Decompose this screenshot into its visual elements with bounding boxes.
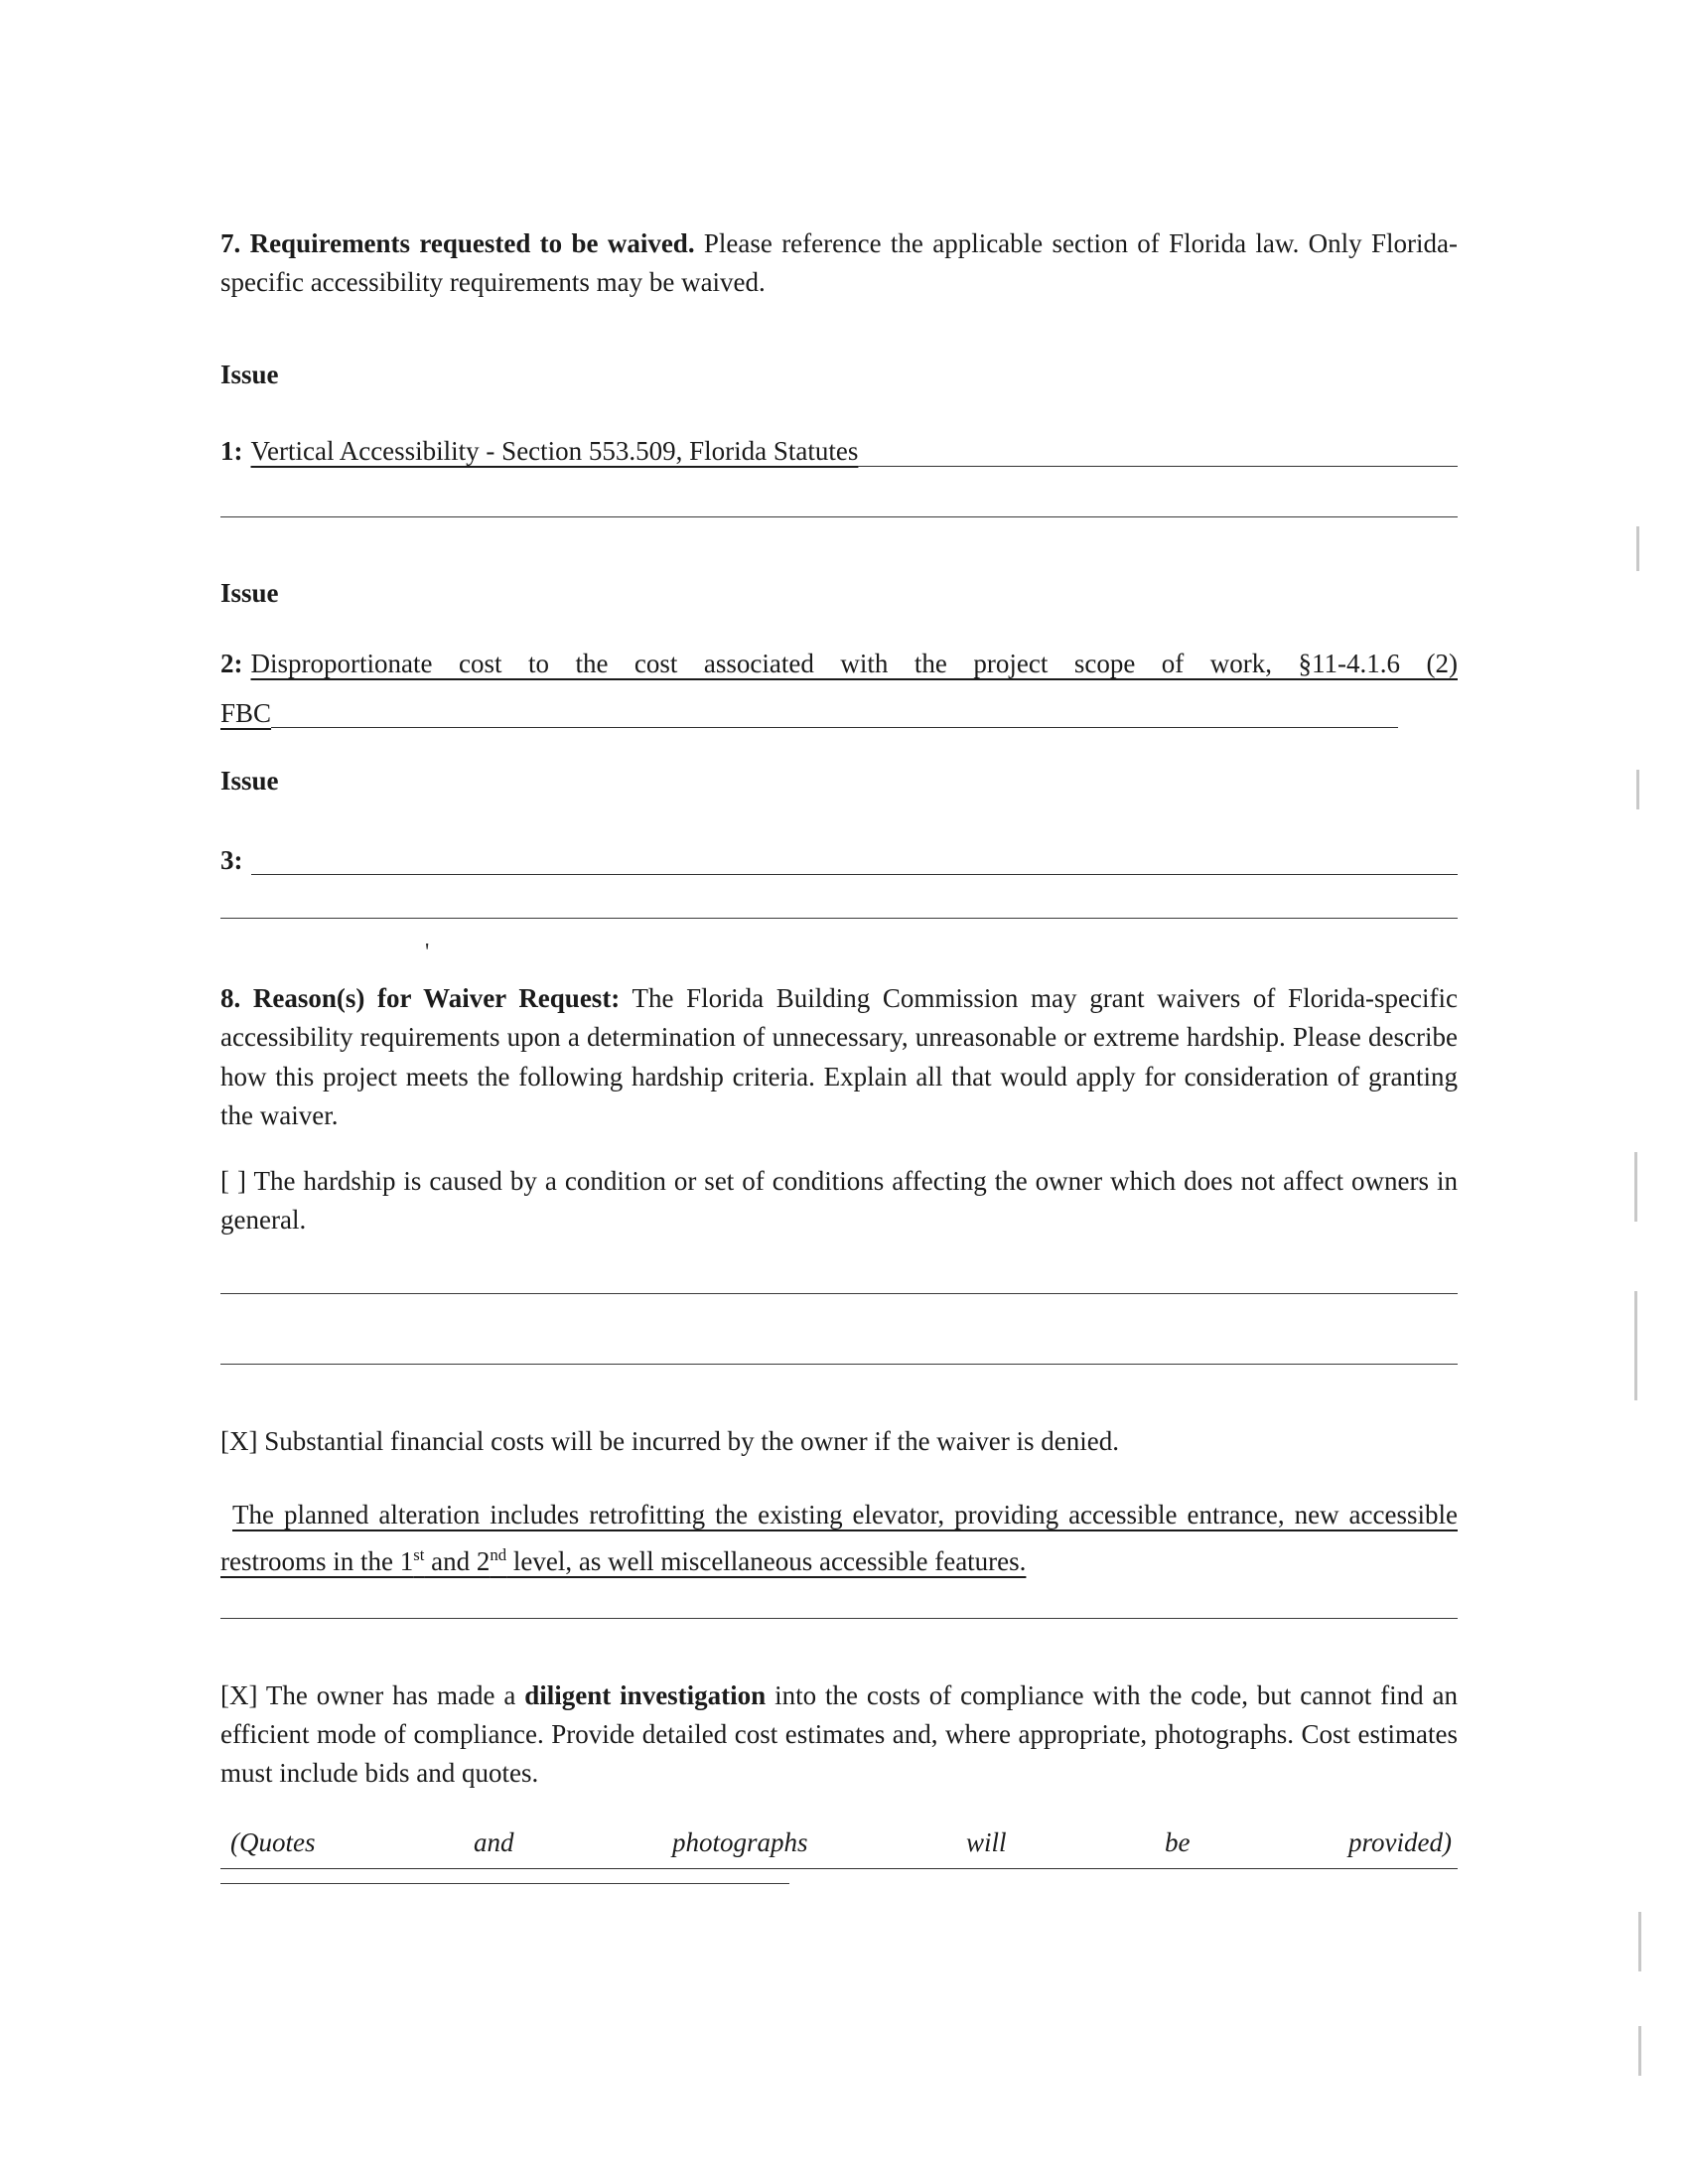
quotes-word-1: (Quotes	[230, 1826, 316, 1857]
scan-artifact-4	[1634, 1291, 1637, 1400]
issue2-line2	[220, 694, 1398, 733]
quotes-line	[220, 1823, 1458, 1869]
issue-heading-3: Issue	[220, 765, 279, 796]
issue1-blank-rule	[858, 466, 1458, 467]
section7-paragraph	[220, 224, 1458, 302]
section8-body: The Florida Building Commission may grant waivers of Florida-specific accessibility requirements upon a determination of unnecessary, unreasonable or extreme hardship. Please describe how this project meets the following hardship criteria. Explain all that would apply for consideration of granting the waiver.	[220, 983, 1458, 1130]
issue2-value-line1: Disproportionate cost to the cost associated with the project scope of work, §11-4.1.6 (2)	[250, 648, 1458, 678]
scan-artifact-3	[1634, 1152, 1637, 1222]
blank-line-3	[220, 1293, 1458, 1294]
hardship3-text-part2: into the costs of compliance with the code, but cannot find an efficient mode of compliance. Provide detailed cost estimates and, where appropriate, photographs. Cost estimates must include bids and quotes.	[220, 1680, 1458, 1789]
issue2-value-line2: FBC	[220, 697, 272, 728]
hardship2-answer-sup1: st	[413, 1544, 425, 1564]
hardship2-text: Substantial financial costs will be incurred by the owner if the waiver is denied.	[257, 1426, 1119, 1457]
blank-line-4	[220, 1364, 1458, 1365]
quotes-word-3: photographs	[671, 1826, 808, 1857]
issue3-line	[220, 841, 1458, 880]
issue-heading-1: Issue	[220, 360, 279, 390]
hardship2-paragraph	[220, 1422, 1458, 1461]
hardship2-answer	[220, 1492, 1458, 1584]
scan-artifact-6	[1638, 2026, 1641, 2076]
issue-heading-2: Issue	[220, 577, 279, 608]
scan-artifact-5	[1638, 1912, 1641, 1971]
quotes-word-2: and	[473, 1826, 514, 1857]
issue3-number: 3:	[220, 845, 243, 876]
scan-artifact-2	[1636, 770, 1639, 809]
blank-line-2	[220, 918, 1458, 919]
quotes-word-6: provided)	[1348, 1826, 1452, 1857]
issue3-blank-rule	[251, 874, 1459, 875]
issue1-number: 1:	[220, 436, 243, 467]
hardship3-paragraph	[220, 1676, 1458, 1793]
issue2-line	[220, 645, 1458, 683]
issue1-line	[220, 432, 1458, 471]
section8-heading: 8. Reason(s) for Waiver Request:	[220, 983, 621, 1014]
issue2-number: 2:	[220, 648, 243, 678]
hardship2-answer-sup2: nd	[490, 1544, 507, 1564]
scan-artifact-1	[1636, 526, 1639, 571]
stray-apostrophe-mark: '	[425, 940, 430, 965]
section7-heading: 7. Requirements requested to be waived.	[220, 228, 695, 258]
hardship3-checkbox: [X]	[220, 1680, 258, 1711]
hardship1-paragraph	[220, 1162, 1458, 1239]
quotes-word-4: will	[966, 1826, 1007, 1857]
hardship3-text-bold: diligent investigation	[524, 1680, 767, 1711]
hardship3-text-part1: The owner has made a	[257, 1680, 525, 1711]
issue2-blank-rule	[271, 727, 1398, 728]
hardship2-answer-part2: and 2	[424, 1545, 491, 1576]
hardship2-answer-part1: The planned alteration includes retrofitting the existing elevator, providing accessible entrance, new accessible restrooms in the 1	[220, 1500, 1458, 1576]
blank-line-5	[220, 1618, 1458, 1619]
hardship2-checkbox: [X]	[220, 1426, 258, 1457]
section8-paragraph	[220, 979, 1458, 1135]
blank-line-short	[220, 1883, 789, 1884]
hardship1-checkbox: [ ]	[220, 1165, 246, 1196]
issue1-value: Vertical Accessibility - Section 553.509, Florida Statutes	[250, 436, 859, 467]
quotes-word-5: be	[1165, 1826, 1191, 1857]
hardship1-text: The hardship is caused by a condition or set of conditions affecting the owner which does not affect owners in general.	[220, 1165, 1459, 1235]
hardship2-answer-part3: level, as well miscellaneous accessible features.	[506, 1545, 1027, 1576]
section7-body: Please reference the applicable section of Florida law. Only Florida-specific accessibility requirements may be waived.	[220, 228, 1458, 298]
blank-line-1	[220, 516, 1458, 517]
